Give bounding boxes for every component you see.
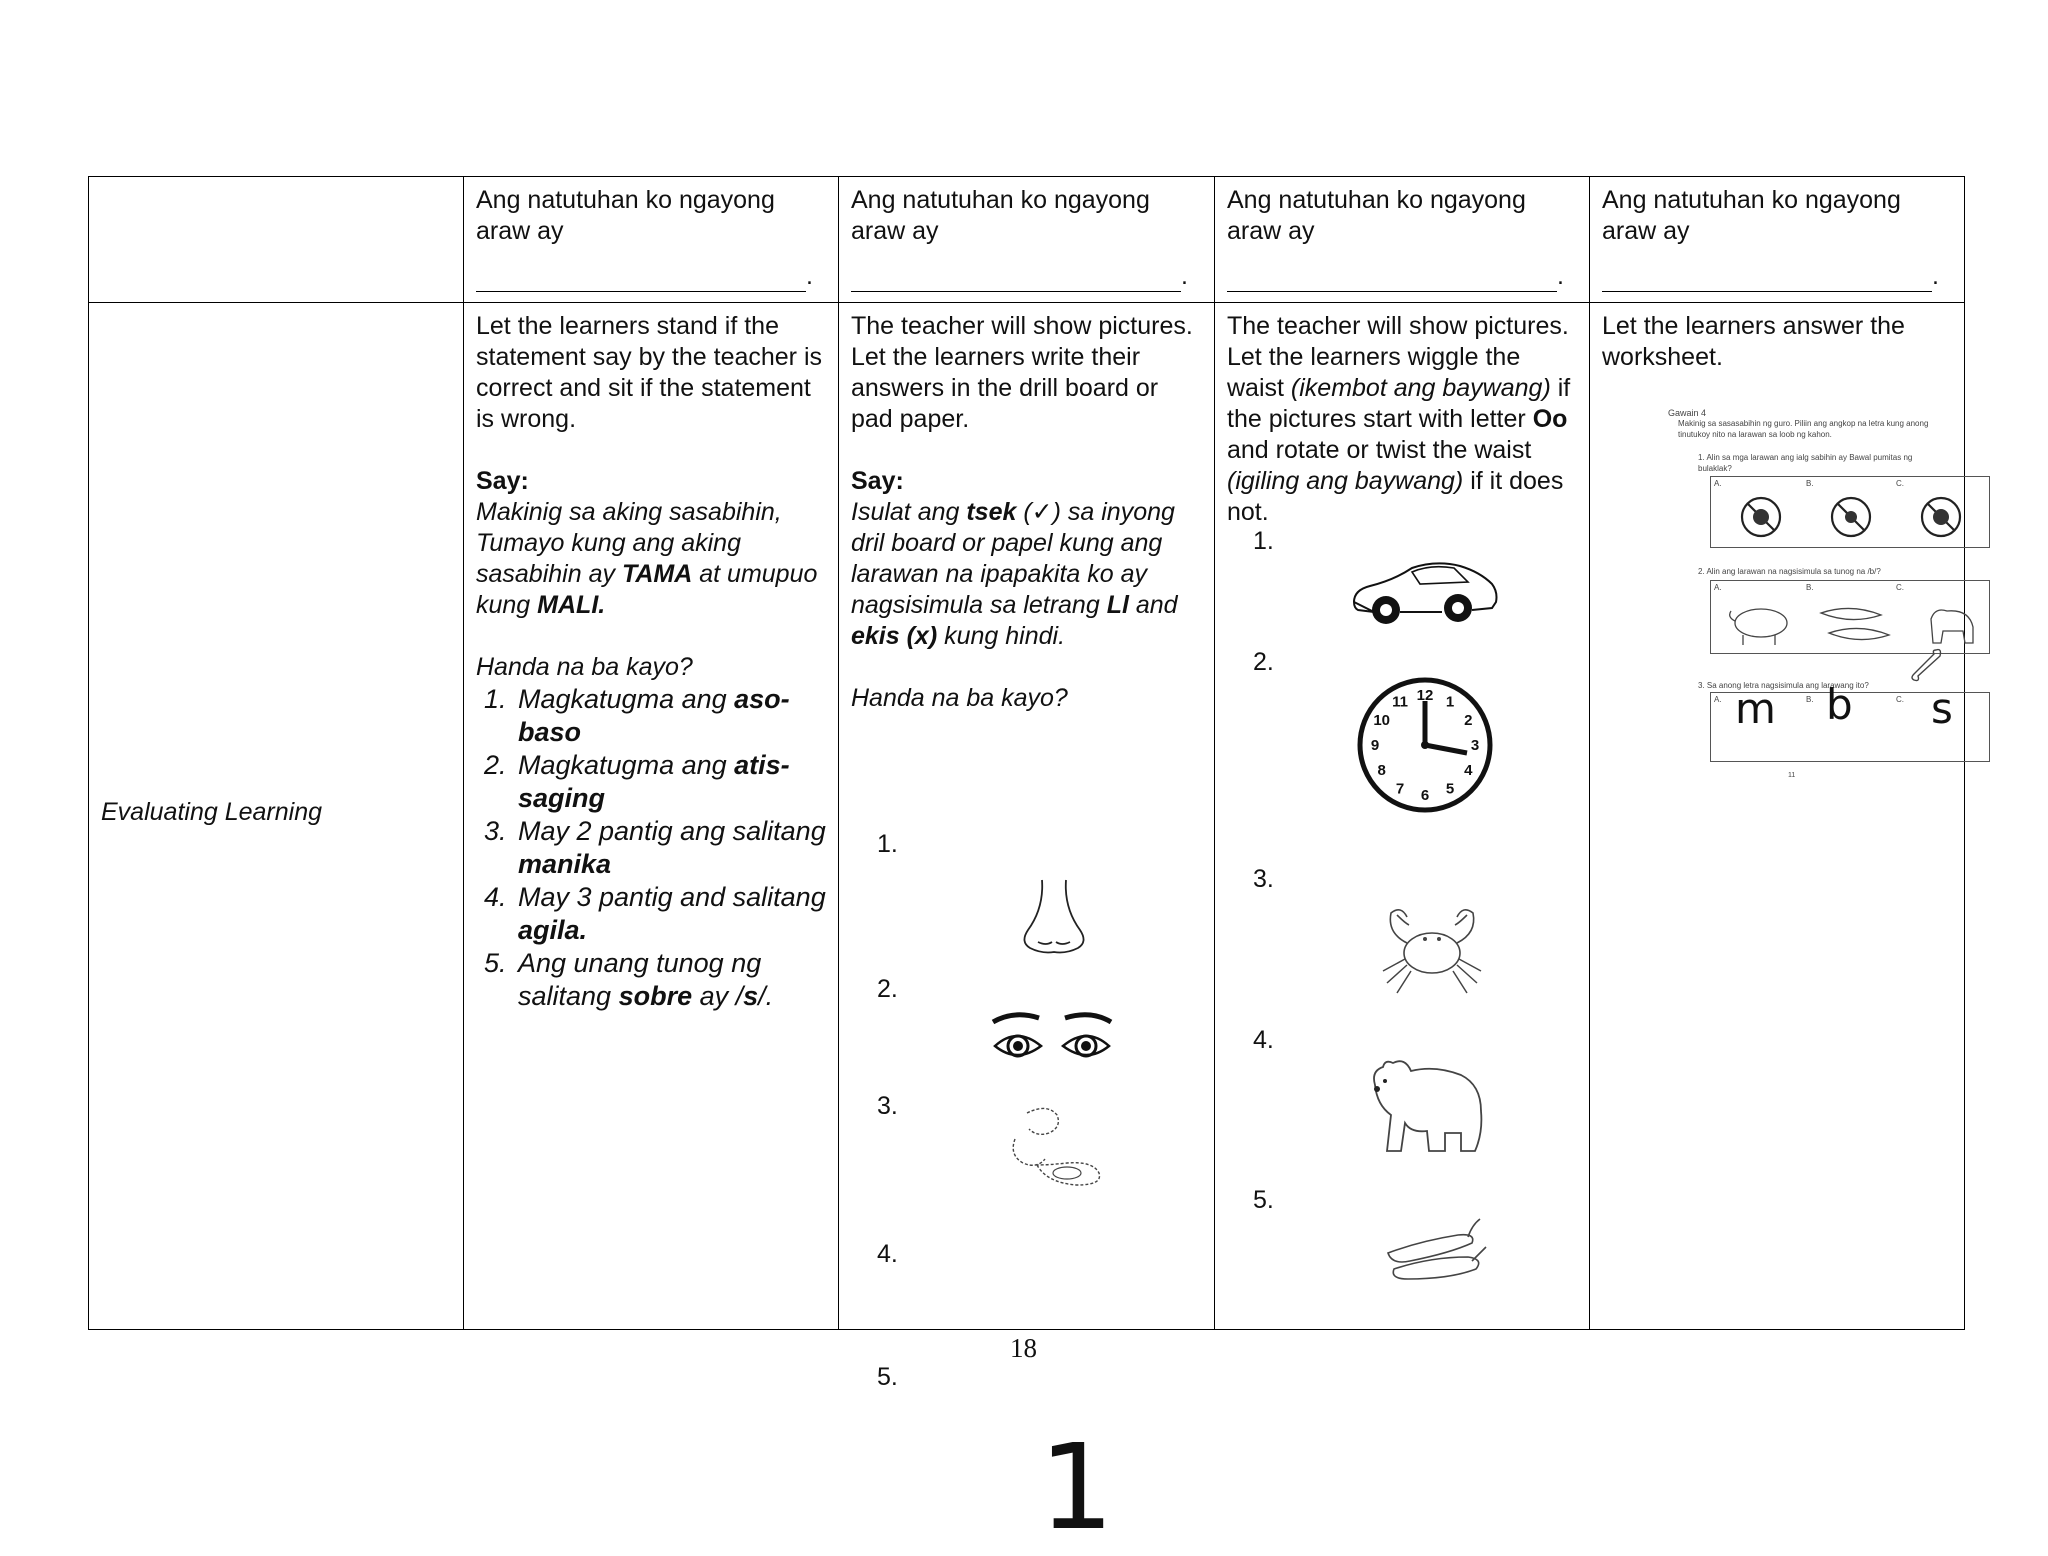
row-label: Evaluating Learning [101, 798, 322, 826]
list-item: 1. Magkatugma ang aso-baso [514, 683, 838, 749]
egg-icon [1007, 1103, 1107, 1198]
item-number: 2. [1253, 648, 1274, 676]
clock-number: 4 [1464, 762, 1473, 779]
statement-list [464, 683, 838, 1013]
worksheet-question-2: 2. Alin ang larawan na nagsisimula sa tunog na /b/? [1698, 567, 1881, 576]
eyes-icon [989, 1008, 1119, 1068]
page-number: 18 [1010, 1333, 1037, 1363]
teacher-instruction: Isulat ang tsek (✓) sa inyong dril board or papel kung ang larawan na ipapakita ko ay nagsisimula sa letrang Ll and ekis (x) kung hindi. [851, 498, 1178, 650]
ready-prompt: Handa na ba kayo? [851, 684, 1068, 712]
activity-intro: Let the learners answer the worksheet. [1602, 312, 1905, 371]
activity-cell-1 [464, 303, 839, 1330]
prompt-line: Ang natutuhan ko ngayong [476, 186, 775, 214]
ready-prompt: Handa na ba kayo? [476, 653, 693, 681]
item-number: 1. [1253, 527, 1274, 555]
choice-letter-a: m [1735, 684, 1776, 733]
answer-blank: . [1602, 261, 1952, 292]
prompt-line: araw ay [1227, 217, 1315, 245]
say-heading: Say: [476, 467, 529, 495]
car-icon [1350, 558, 1500, 628]
worksheet-question-3: 3. Sa anong letra nagsisimula ang larawang ito? [1698, 681, 1869, 690]
say-heading: Say: [851, 467, 904, 495]
clock-number: 5 [1445, 780, 1455, 798]
clock-number: 6 [1420, 787, 1430, 804]
bone-icon [1908, 646, 1944, 684]
item-number: 3. [877, 1092, 898, 1120]
animals-icon [1721, 599, 1981, 647]
clock-number: 7 [1395, 780, 1405, 798]
item-number: 4. [1253, 1026, 1274, 1054]
worksheet-page-number: 11 [1788, 772, 1796, 779]
worksheet-question-1: 1. Alin sa mga larawan ang ialg sabihin ay Bawal pumitas ng bulaklak? [1698, 453, 1913, 473]
item-number: 4. [877, 1240, 898, 1268]
worksheet-thumbnail [1668, 408, 1953, 848]
item-number: 3. [1253, 865, 1274, 893]
reflection-row [89, 177, 1965, 303]
prompt-line: araw ay [1602, 217, 1690, 245]
bear-icon [1365, 1053, 1490, 1158]
clock-number: 1 [1445, 693, 1455, 711]
prompt-line: Ang natutuhan ko ngayong [1227, 186, 1526, 214]
activity-cell-4 [1590, 303, 1965, 1330]
choice-letter-c: s [1931, 684, 1953, 733]
clock-number: 10 [1373, 712, 1391, 729]
clock-icon [1355, 675, 1495, 815]
teacher-instruction: Makinig sa aking sasabihin, Tumayo kung ang aking sasabihin ay TAMA at umupuo kung MALI. [476, 498, 818, 619]
answer-blank: . [1227, 261, 1577, 292]
item-number: 5. [1253, 1186, 1274, 1214]
activity-intro: Let the learners stand if the statement say by the teacher is correct and sit if the statement is wrong. [476, 312, 823, 433]
list-item: 3. May 2 pantig ang salitang manika [514, 815, 838, 881]
choice-letter-b: b [1826, 680, 1853, 729]
prohibition-signs-icon [1739, 495, 1979, 539]
item-number: 5. [877, 1363, 898, 1391]
answer-blank: . [851, 261, 1202, 292]
row-label-cell [89, 303, 464, 1330]
evaluating-row [89, 303, 1965, 1330]
activity-intro: The teacher will show pictures. Let the learners write their answers in the drill board or pad paper. [851, 312, 1193, 433]
item-number: 1. [877, 830, 898, 858]
peppers-icon [1380, 1213, 1490, 1288]
prompt-line: araw ay [476, 217, 564, 245]
clock-number: 11 [1392, 693, 1408, 711]
crab-icon [1375, 903, 1490, 998]
reflection-cell-4 [1590, 177, 1965, 303]
worksheet-instructions: Makinig sa sasasabihin ng guro. Piliin ang angkop na letra kung anong tinutukoy nito na larawan sa loob ng kahon. [1678, 419, 1929, 439]
prompt-line: Ang natutuhan ko ngayong [851, 186, 1150, 214]
activity-cell-3 [1215, 303, 1590, 1330]
list-item: 4. May 3 pantig and salitang agila. [514, 881, 838, 947]
activity-intro: The teacher will show pictures. Let the learners wiggle the waist (ikembot ang baywang) if the pictures start with letter Oo and rotate or twist the waist (igiling ang baywang) if it does not. [1227, 312, 1571, 526]
clock-number: 3 [1470, 737, 1480, 754]
question-1-box: A. B. C. [1710, 476, 1990, 548]
worksheet-title: Gawain 4 [1668, 408, 1707, 418]
list-item: 2. Magkatugma ang atis-saging [514, 749, 838, 815]
clock-number: 8 [1377, 762, 1386, 779]
prompt-line: araw ay [851, 217, 939, 245]
list-item: 5. Ang unang tunog ng salitang sobre ay /s/. [514, 947, 838, 1013]
reflection-cell-1 [464, 177, 839, 303]
nose-icon [1014, 878, 1094, 958]
clock-number: 12 [1416, 687, 1434, 704]
prompt-line: Ang natutuhan ko ngayong [1602, 186, 1901, 214]
clock-number: 2 [1464, 712, 1473, 729]
number-one-glyph: 1 [1039, 1418, 1115, 1556]
answer-blank: . [476, 261, 826, 292]
question-2-box: A. B. C. [1710, 580, 1990, 654]
item-number: 2. [877, 975, 898, 1003]
reflection-cell-3 [1215, 177, 1590, 303]
empty-label-cell [89, 177, 464, 303]
clock-number: 9 [1370, 737, 1380, 754]
reflection-cell-2 [839, 177, 1215, 303]
question-3-box: A. B. C. m b s [1710, 692, 1990, 762]
